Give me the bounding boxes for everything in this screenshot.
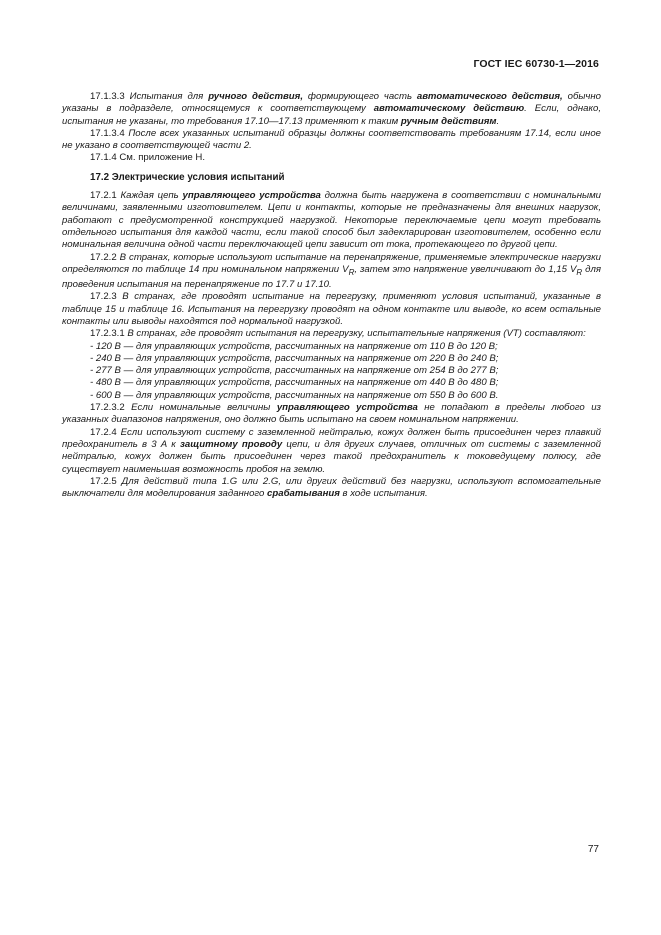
page-number: 77 — [587, 844, 599, 855]
paragraph-17-2-1: 17.2.1 Каждая цепь управляющего устройства должна быть нагружена в соответствии с номинальными величинами, заявленными изготовителем. Цепи и контакты, которые не предназначены для внешних нагрузок, работают с предусмотренной конструкцией нагрузкой. Некоторые переключаемые цепи могут требовать отдельного испытания для каждой части, если такой способ был задекларирован изготовителем, особенно если номинальная величина одной части переключающей цепи зависит от тока, протекающего по другой цепи. — [62, 190, 602, 251]
section-heading-17-2: 17.2 Электрические условия испытаний — [90, 171, 285, 183]
paragraph-17-1-3-3: 17.1.3.3 Испытания для ручного действия, формирующего часть автоматического действия, обычно указаны в подразделе, относящемуся к соответствующему автоматическому действию. Если, однако, испытания не указаны, то требования 17.10—17.13 применяют к таким ручным действиям. — [62, 91, 601, 127]
clause-number: 17.2.3 — [90, 291, 117, 303]
defined-term: ручным действиям — [400, 115, 497, 127]
list-item: - 480 В — для управляющих устройств, рассчитанных на напряжение от 440 В до 480 В; — [90, 377, 499, 389]
clause-number: 17.2.5 — [90, 475, 117, 487]
list-item: - 600 В — для управляющих устройств, рассчитанных на напряжение от 550 В до 600 В. — [90, 389, 499, 401]
document-body — [62, 91, 601, 500]
clause-number: 17.1.3.4 — [90, 127, 125, 139]
defined-term: автоматическому действию — [373, 103, 525, 115]
list-item: - 277 В — для управляющих устройств, рассчитанных на напряжение от 254 В до 277 В; — [90, 365, 499, 377]
subscript: R — [576, 267, 583, 277]
clause-number: 17.2.1 — [90, 190, 117, 202]
subscript: R — [348, 267, 355, 277]
paragraph-17-2-5: 17.2.5 Для действий типа 1.G или 2.G, или других действий без нагрузки, используют вспомогательные выключатели для моделирования заданного срабатывания в ходе испытания. — [62, 475, 601, 500]
clause-number: 17.2.4 — [90, 426, 117, 438]
list-item: - 120 В — для управляющих устройств, рассчитанных на напряжение от 110 В до 120 В; — [90, 340, 498, 352]
voltage-list — [62, 341, 601, 402]
paragraph-17-2-3-1: 17.2.3.1 В странах, где проводят испытания на перегрузку, испытательные напряжения (VT) составляют: — [90, 328, 586, 340]
paragraph-17-1-3-4: 17.1.3.4 После всех указанных испытаний образцы должны соответствовать требованиям 17.14, если иное не указано в соответствующей части 2. — [62, 127, 601, 152]
clause-number: 17.2.3.2 — [90, 402, 125, 414]
defined-term: управляющего устройства — [182, 190, 321, 202]
clause-number: 17.2.3.1 — [90, 328, 125, 340]
clause-number: 17.2.2 — [90, 251, 117, 263]
paragraph-17-2-4: 17.2.4 Если используют систему с заземленной нейтралью, кожух должен быть присоединен через плавкий предохранитель в 3 А к защитному проводу цепи, и для других случаев, отличных от системы с заземленной нейтралью, кожух должен быть присоединен через такой предохранитель к токоведущему полюсу, где существует наименьшая возможность пробоя на землю. — [62, 426, 601, 475]
defined-term: автоматического действия, — [416, 91, 563, 102]
defined-term: управляющего устройства — [276, 402, 418, 414]
defined-term: ручного действия, — [208, 91, 303, 102]
clause-number: 17.1.3.3 — [90, 91, 125, 102]
list-item: - 240 В — для управляющих устройств, рассчитанных на напряжение от 220 В до 240 В; — [90, 352, 499, 364]
paragraph-17-2-3-2: 17.2.3.2 Если номинальные величины управляющего устройства не попадают в пределы любого из указанных диапазонов напряжения, оно должно быть испытано на своем номинальном напряжении. — [62, 402, 601, 426]
paragraph-17-2-3: 17.2.3 В странах, где проводят испытание на перегрузку, применяют условия испытаний, указанные в таблице 15 и таблице 16. Испытания на перегрузку проводят на одном контакте или выводе, ко всем остальные контакты или выводы находятся под нормальной нагрузкой. — [62, 291, 601, 327]
defined-term: срабатывания — [267, 488, 340, 500]
defined-term: защитному проводу — [180, 438, 283, 450]
document-header: ГОСТ IEC 60730-1—2016 — [473, 58, 599, 70]
paragraph-17-2-2: 17.2.2 В странах, которые используют испытание на перенапряжение, применяемые электрические нагрузки определяются по таблице 14 при номинальном напряжении $V_R$, затем это напряжение увеличивают до 1,15 $V_R$ для проведения испытания на перенапряжение по 17.7 и 17.10. — [62, 251, 601, 291]
paragraph-17-1-4: 17.1.4 См. приложение H. — [90, 152, 206, 164]
